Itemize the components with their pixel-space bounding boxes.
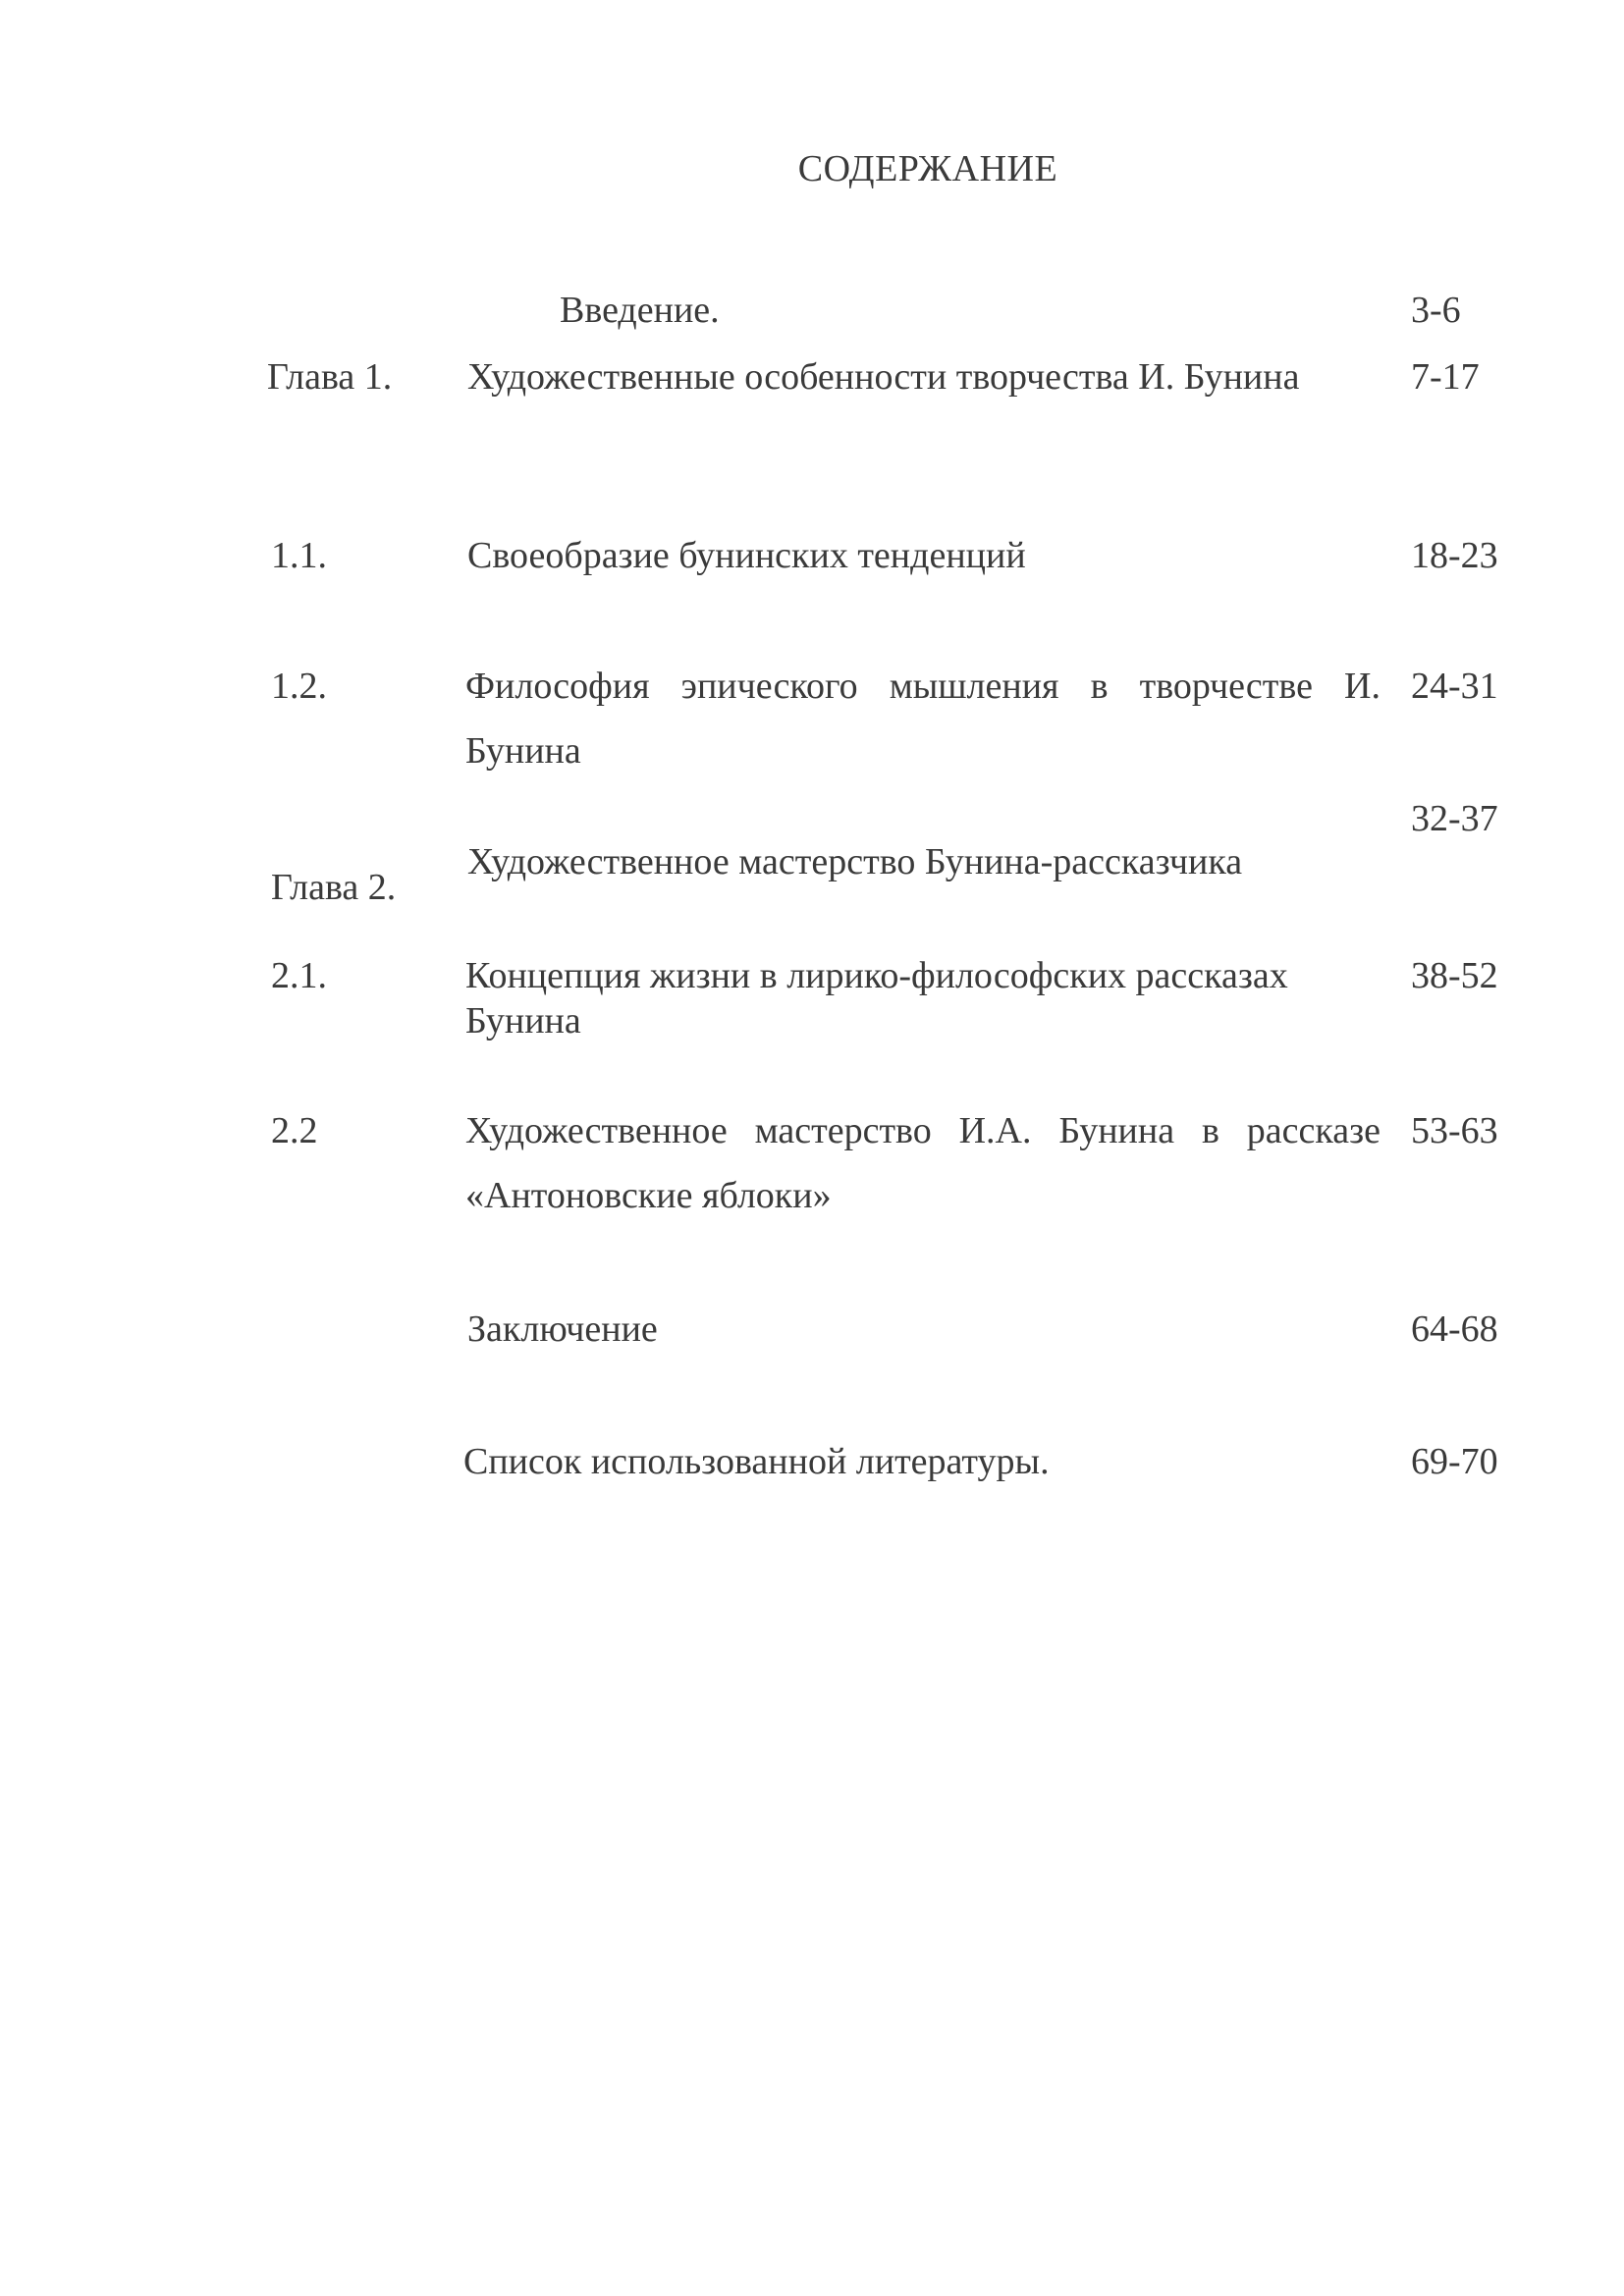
toc-entry-label: 1.2. bbox=[271, 666, 327, 707]
toc-entry-text: Заключение bbox=[467, 1308, 658, 1350]
toc-entry-pages: 18-23 bbox=[1411, 535, 1498, 576]
toc-entry-pages: 69-70 bbox=[1411, 1441, 1498, 1482]
toc-entry-text: Художественные особенности творчества И. Бунина bbox=[467, 356, 1300, 398]
toc-entry-text: Художественное мастерство И.А. Бунина в рассказе «Антоновские яблоки» bbox=[465, 1110, 1380, 1216]
toc-entry-text: Концепция жизни в лирико-философских рассказах Бунина bbox=[465, 955, 1288, 1041]
toc-entry-label: Глава 1. bbox=[267, 356, 393, 398]
toc-entry-pages: 3-6 bbox=[1411, 290, 1461, 331]
toc-entry-pages: 7-17 bbox=[1411, 356, 1480, 398]
toc-entry-label: 1.1. bbox=[271, 535, 327, 576]
toc-entry-pages: 24-31 bbox=[1411, 666, 1498, 707]
toc-entry-text: Список использованной литературы. bbox=[463, 1441, 1050, 1482]
toc-entry-text: Художественное мастерство Бунина-рассказчика bbox=[467, 841, 1243, 882]
toc-entry-text: Своеобразие бунинских тенденций bbox=[467, 535, 1026, 576]
toc-entry-text: Введение. bbox=[560, 290, 720, 331]
toc-entry-pages: 32-37 bbox=[1411, 798, 1498, 839]
toc-entry-pages: 53-63 bbox=[1411, 1110, 1498, 1151]
page-title: СОДЕРЖАНИЕ bbox=[797, 148, 1058, 189]
toc-entry-label: 2.1. bbox=[271, 955, 327, 996]
toc-entry-pages: 64-68 bbox=[1411, 1308, 1498, 1350]
toc-entry-label: 2.2 bbox=[271, 1110, 318, 1151]
toc-entry-text: Философия эпического мышления в творчестве И. Бунина bbox=[465, 666, 1380, 772]
toc-entry-pages: 38-52 bbox=[1411, 955, 1498, 996]
toc-entry-label: Глава 2. bbox=[271, 867, 397, 908]
